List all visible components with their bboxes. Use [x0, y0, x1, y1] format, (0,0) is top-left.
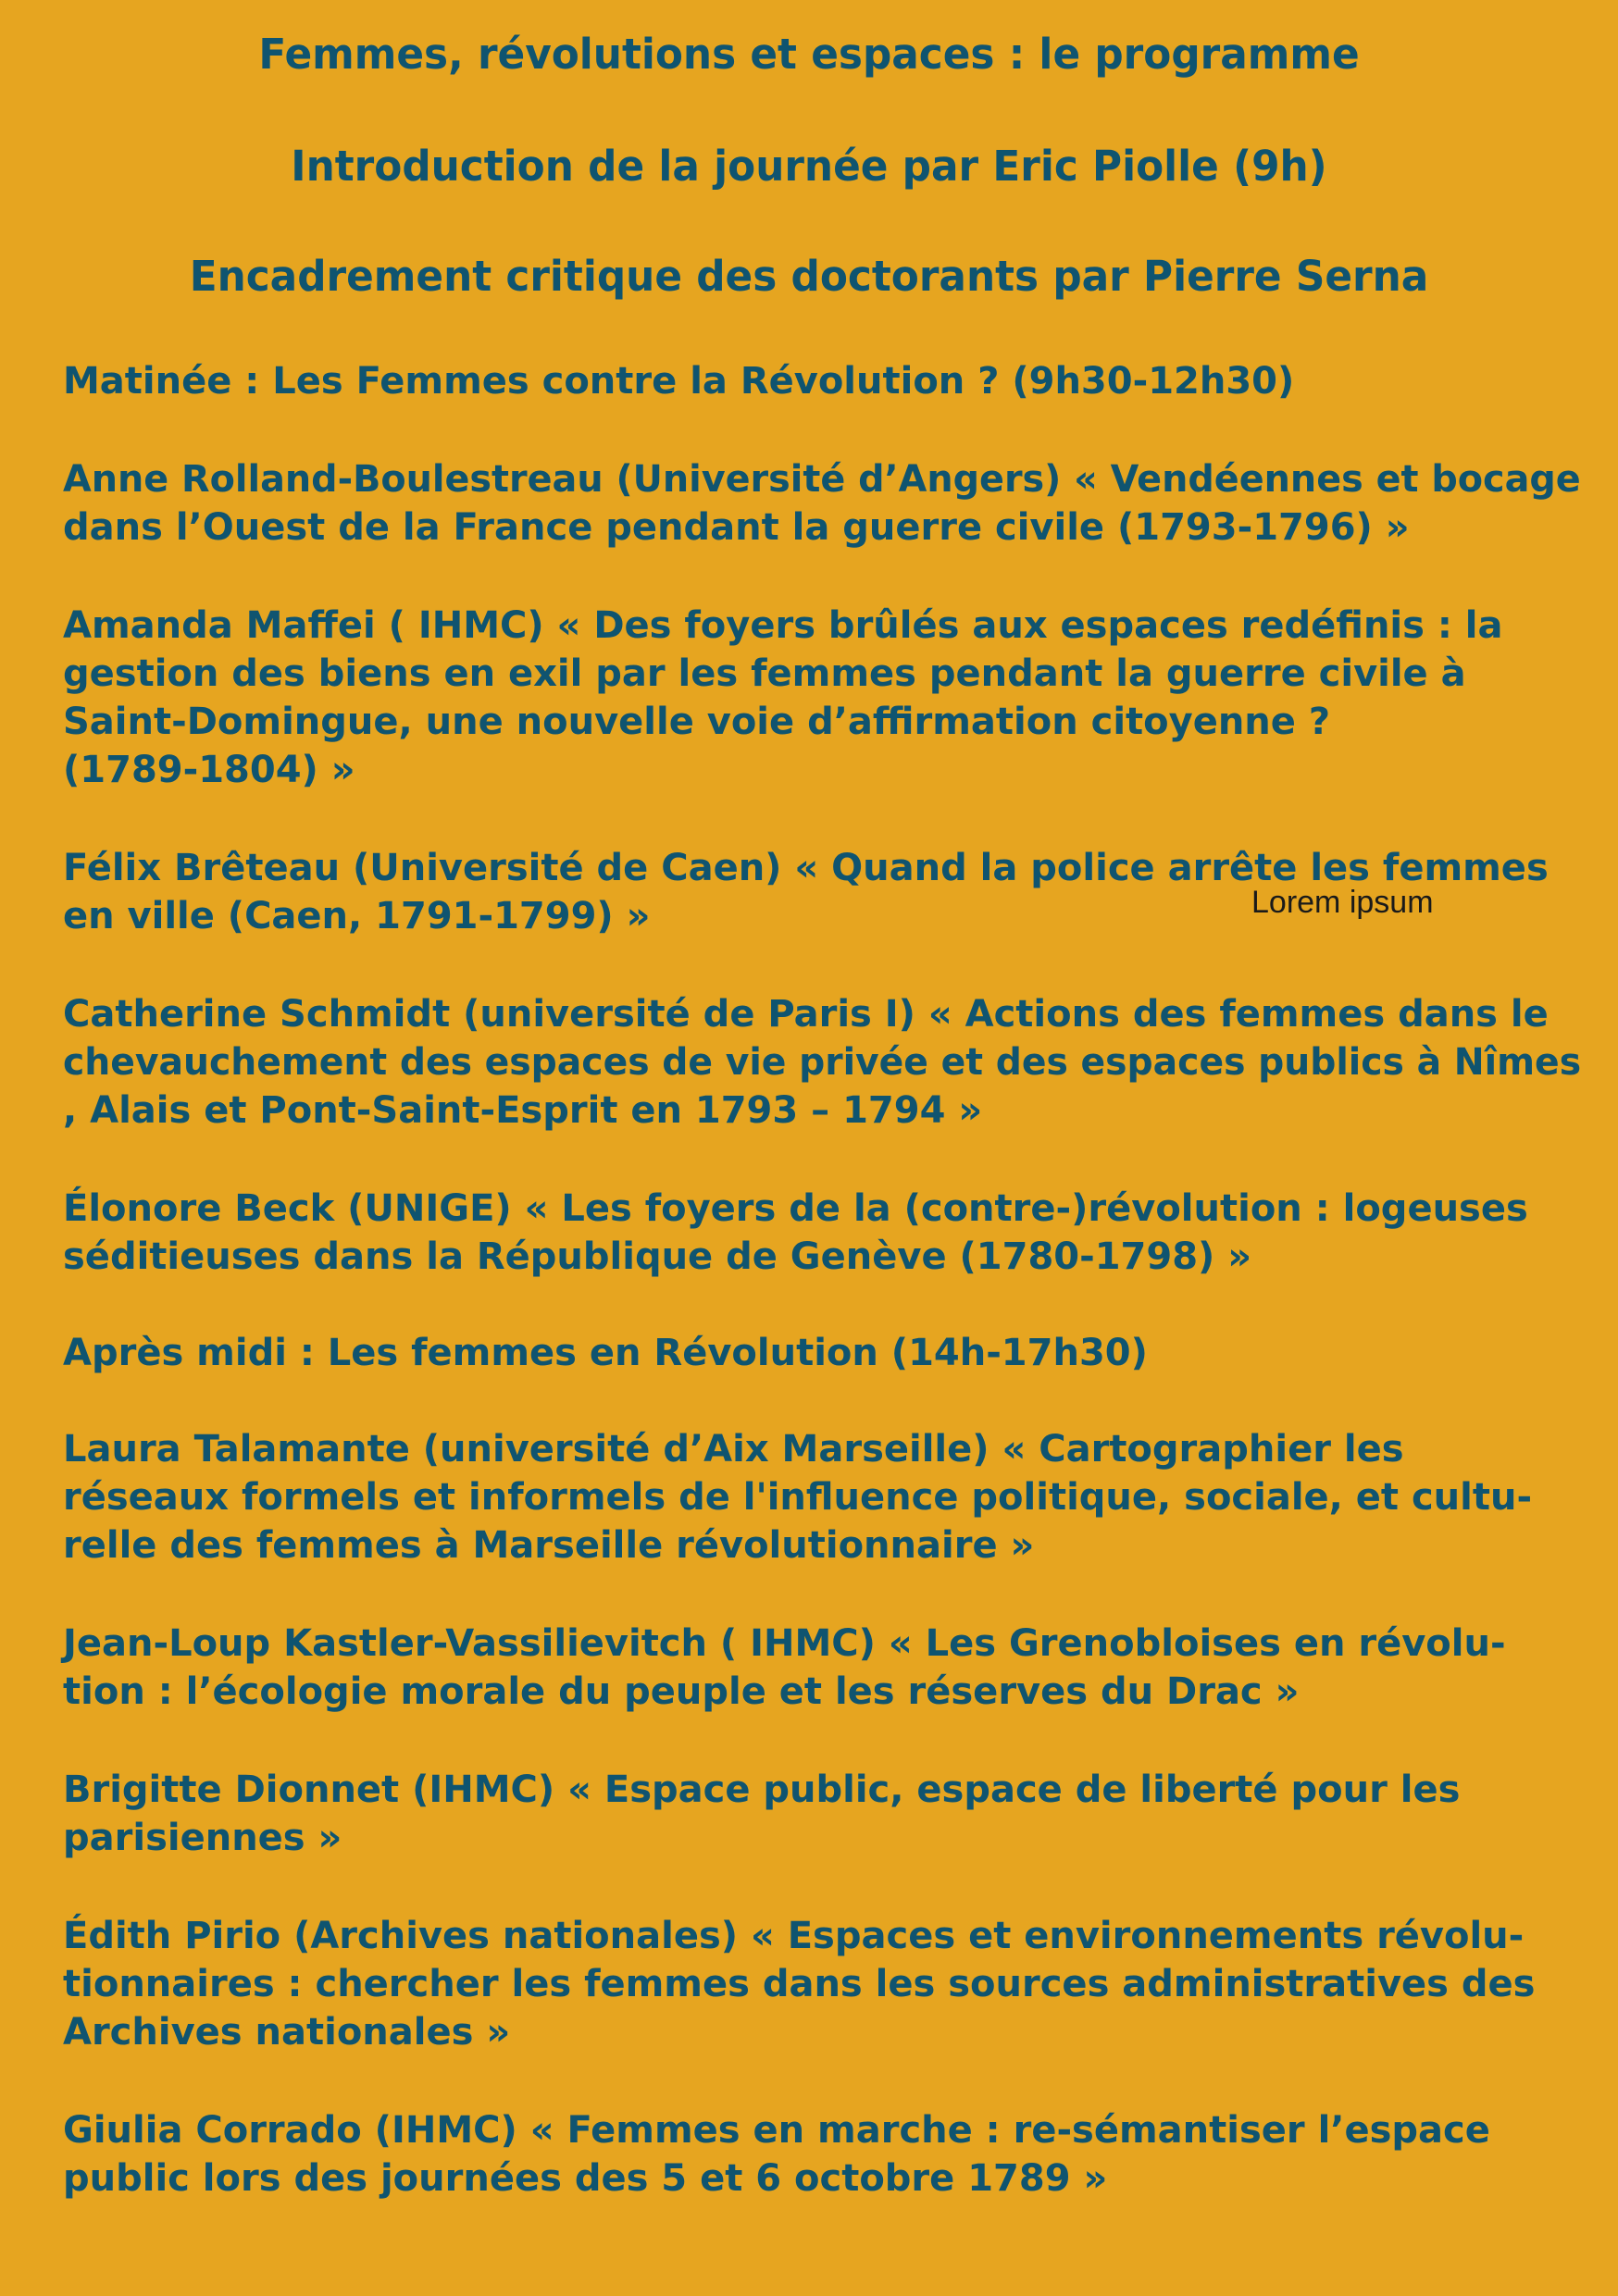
talk-line: Archives nationales » [63, 2011, 511, 2054]
talk-line: Élonore Beck (UNIGE) « Les foyers de la (contre-)révolution : logeuses [63, 1187, 1528, 1230]
talk-line: Brigitte Dionnet (IHMC) « Espace public, espace de liberté pour les [63, 1769, 1461, 1811]
talk-kastler-vassilievitch [63, 1620, 1581, 1716]
talk-maffei [63, 602, 1581, 794]
afternoon-heading [63, 1329, 1581, 1377]
talk-line: séditieuses dans la République de Genève (1780-1798) » [63, 1235, 1252, 1278]
talk-line: tion : l’écologie morale du peuple et les réserves du Drac » [63, 1670, 1300, 1713]
talk-line: Félix Brêteau (Université de Caen) « Quand la police arrête les femmes [63, 847, 1549, 889]
talk-schmidt [63, 990, 1581, 1135]
talk-line: Laura Talamante (université d’Aix Marseille) « Cartographier les [63, 1428, 1404, 1471]
talk-line: (1789-1804) » [63, 749, 355, 791]
talk-pirio [63, 1912, 1581, 2056]
talk-line: Jean-Loup Kastler-Vassilievitch ( IHMC) « Les Grenobloises en révolu- [63, 1622, 1506, 1665]
talk-beck [63, 1185, 1581, 1281]
talk-line: Édith Pirio (Archives nationales) « Espaces et environnements révolu- [63, 1915, 1525, 1957]
talk-line: en ville (Caen, 1791-1799) » [63, 895, 651, 937]
talk-line: relle des femmes à Marseille révolutionnaire » [63, 1524, 1035, 1567]
talk-line: parisiennes » [63, 1817, 342, 1859]
page-title: Femmes, révolutions et espaces : le programme [258, 30, 1360, 79]
talk-line: chevauchement des espaces de vie privée et des espaces publics à Nîmes [63, 1041, 1582, 1084]
talk-line: Amanda Maffei ( IHMC) « Des foyers brûlés aux espaces redéfinis : la [63, 604, 1503, 647]
session-heading-text: Matinée : Les Femmes contre la Révolution ? (9h30-12h30) [63, 360, 1295, 403]
talk-line: Saint-Domingue, une nouvelle voie d’affirmation citoyenne ? [63, 701, 1331, 743]
talk-line: , Alais et Pont-Saint-Esprit en 1793 – 1794 » [63, 1089, 983, 1132]
talk-dionnet [63, 1766, 1581, 1862]
talk-rolland-boulestreau [63, 455, 1581, 552]
talk-line: Giulia Corrado (IHMC) « Femmes en marche : re-sémantiser l’espace [63, 2109, 1490, 2152]
morning-heading [63, 357, 1581, 405]
framing-line: Encadrement critique des doctorants par Pierre Serna [189, 252, 1429, 301]
talk-line: gestion des biens en exil par les femmes pendant la guerre civile à [63, 652, 1466, 695]
talk-line: public lors des journées des 5 et 6 octobre 1789 » [63, 2157, 1108, 2200]
intro-line: Introduction de la journée par Eric Piolle (9h) [291, 142, 1327, 191]
talk-corrado [63, 2106, 1581, 2203]
talk-talamante [63, 1425, 1581, 1570]
talk-line: Anne Rolland-Boulestreau (Université d’Angers) « Vendéennes et bocage [63, 458, 1581, 501]
talk-line: dans l’Ouest de la France pendant la guerre civile (1793-1796) » [63, 506, 1410, 549]
talk-line: tionnaires : chercher les femmes dans les sources administratives des [63, 1963, 1536, 2005]
talk-line: réseaux formels et informels de l'influence politique, sociale, et cultu- [63, 1476, 1533, 1519]
talk-line: Catherine Schmidt (université de Paris I) « Actions des femmes dans le [63, 993, 1549, 1036]
session-heading-text: Après midi : Les femmes en Révolution (14h-17h30) [63, 1332, 1148, 1374]
lorem-ipsum-note: Lorem ipsum [1251, 885, 1434, 920]
